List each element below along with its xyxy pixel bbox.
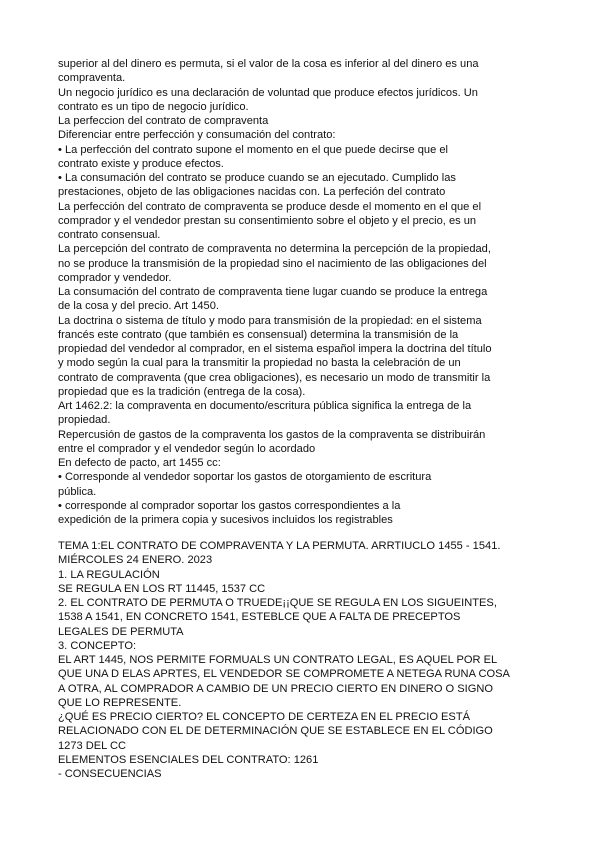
notes-text-line: contrato de compraventa (que crea obligaciones), es necesario un modo de transmitir la — [58, 371, 491, 384]
tema-text-line: 1273 DEL CC — [58, 739, 127, 752]
tema-text-line: ¿QUÉ ES PRECIO CIERTO? EL CONCEPTO DE CERTEZA EN EL PRECIO ESTÁ — [58, 711, 471, 723]
notes-text-line: contrato consensual. — [58, 229, 161, 241]
notes-text-line: • La perfección del contrato supone el momento en el que puede decirse que el — [58, 143, 448, 156]
tema-text-line: TEMA 1:EL CONTRATO DE COMPRAVENTA Y LA PERMUTA. ARRTIUCLO 1455 - 1541. — [58, 540, 501, 552]
notes-text-line: En defecto de pacto, art 1455 cc: — [58, 457, 221, 469]
notes-text-line: La percepción del contrato de compraventa no determina la percepción de la propiedad, — [58, 243, 491, 256]
tema-text-line: - CONSECUENCIAS — [58, 768, 162, 780]
notes-text-line: • La consumación del contrato se produce cuando se an ejecutado. Cumplido las — [58, 172, 456, 184]
tema-text-block — [58, 539, 548, 781]
notes-text-line: Diferenciar entre perfección y consumación del contrato: — [58, 129, 336, 142]
notes-text-line: propiedad que es la tradición (entrega de la cosa). — [58, 385, 306, 398]
notes-text-line: propiedad del vendedor al comprador, en el sistema español impera la doctrina del título — [58, 343, 492, 355]
tema-text-line: EL ART 1445, NOS PERMITE FORMUALS UN CONTRATO LEGAL, ES AQUEL POR EL — [58, 654, 498, 666]
tema-text-line: 1. LA REGULACIÓN — [58, 568, 160, 581]
tema-text-line: LEGALES DE PERMUTA — [58, 625, 184, 638]
notes-text-line: comprador y vendedor. — [58, 271, 172, 284]
notes-text-line: superior al del dinero es permuta, si el valor de la cosa es inferior al del dinero es una — [58, 58, 479, 70]
notes-text-line: de la cosa y del precio. Art 1450. — [58, 300, 219, 313]
notes-text-line: Un negocio jurídico es una declaración de voluntad que produce efectos jurídicos. Un — [58, 86, 478, 99]
notes-text-line: entre el comprador y el vendedor según lo acordado — [58, 442, 316, 455]
notes-text-line: francés este contrato (que también es consensual) determina la transmisión de la — [58, 328, 459, 341]
notes-text-line: pública. — [58, 485, 97, 498]
notes-text-line: La doctrina o sistema de título y modo para transmisión de la propiedad: en el sistema — [58, 314, 482, 327]
notes-text-line: Art 1462.2: la compraventa en documento/escritura pública significa la entrega de la — [58, 400, 472, 412]
notes-text-line: • corresponde al comprador soportar los gastos correspondientes a la — [58, 499, 401, 512]
notes-text-line: • Corresponde al vendedor soportar los gastos de otorgamiento de escritura — [58, 471, 432, 484]
notes-text-line: compraventa. — [58, 72, 126, 85]
tema-text-line: SE REGULA EN LOS RT 11445, 1537 CC — [58, 582, 266, 595]
notes-text-line: contrato existe y produce efectos. — [58, 157, 224, 170]
tema-text-line: 2. EL CONTRATO DE PERMUTA O TRUEDE¡¡QUE SE REGULA EN LOS SIGUEINTES, — [58, 597, 497, 609]
notes-text-line: Repercusión de gastos de la compraventa los gastos de la compraventa se distribuirán — [58, 428, 486, 441]
notes-text-line: La perfección del contrato de compraventa se produce desde el momento en el que el — [58, 200, 482, 213]
tema-text-line: RELACIONADO CON EL DE DETERMINACIÓN QUE SE ESTABLECE EN EL CÓDIGO — [58, 725, 493, 738]
notes-text-line: La perfeccion del contrato de compraventa — [58, 115, 269, 127]
notes-text-block — [58, 57, 548, 527]
tema-text-line: 1538 A 1541, EN CONCRETO 1541, ESTEBLCE QUE A FALTA DE PRECEPTOS — [58, 611, 461, 624]
tema-text-line: QUE LO REPRESENTE. — [58, 696, 182, 709]
tema-text-line: QUE UNA D ELAS APRTES, EL VENDEDOR SE COMPROMETE A NETEGA RUNA COSA — [58, 668, 510, 681]
notes-text-line: expedición de la primera copia y sucesivos incluidos los registrables — [58, 514, 393, 526]
notes-text-line: La consumación del contrato de compraventa tiene lugar cuando se produce la entrega — [58, 286, 488, 298]
notes-text-line: y modo según la cual para la transmitir la propiedad no basta la celebración de un — [58, 357, 461, 370]
notes-text-line: propiedad. — [58, 414, 111, 427]
tema-text-line: 3. CONCEPTO: — [58, 639, 137, 652]
notes-text-line: prestaciones, objeto de las obligaciones nacidas con. La perfeción del contrato — [58, 186, 446, 199]
tema-text-line: A OTRA, AL COMPRADOR A CAMBIO DE UN PRECIO CIERTO EN DINERO O SIGNO — [58, 682, 493, 695]
notes-text-line: no se produce la transmisión de la propiedad sino el nacimiento de las obligaciones del — [58, 257, 487, 270]
tema-text-line: ELEMENTOS ESENCIALES DEL CONTRATO: 1261 — [58, 753, 319, 766]
tema-text-line: MIÉRCOLES 24 ENERO. 2023 — [58, 554, 213, 567]
notes-text-line: comprador y el vendedor prestan su consentimiento sobre el objeto y el precio, es un — [58, 214, 477, 227]
notes-text-line: contrato es un tipo de negocio jurídico. — [58, 100, 249, 113]
